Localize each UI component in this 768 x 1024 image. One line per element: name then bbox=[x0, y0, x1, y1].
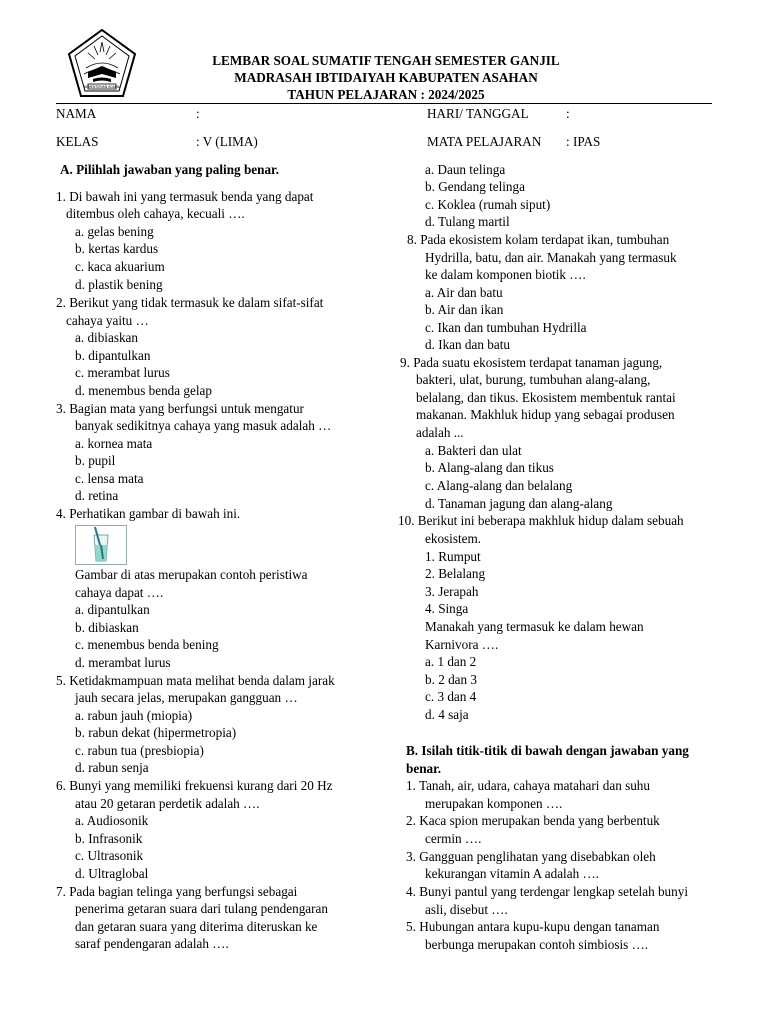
question-line: 2. Kaca spion merupakan benda yang berbentuk bbox=[406, 813, 660, 828]
answer-option: c. Koklea (rumah siput) bbox=[425, 197, 551, 212]
answer-option: c. merambat lurus bbox=[75, 365, 170, 380]
question-line: jauh secara jelas, merupakan gangguan … bbox=[75, 690, 298, 705]
answer-option: b. Alang-alang dan tikus bbox=[425, 460, 554, 475]
answer-option: d. menembus benda gelap bbox=[75, 383, 212, 398]
hari-label: HARI/ TANGGAL bbox=[427, 106, 529, 121]
answer-option: b. Infrasonik bbox=[75, 831, 143, 846]
refraction-glass-image bbox=[75, 525, 127, 565]
answer-option: a. Bakteri dan ulat bbox=[425, 443, 522, 458]
question-line: penerima getaran suara dari tulang pendengaran bbox=[75, 901, 329, 916]
answer-option: c. Ultrasonik bbox=[75, 848, 144, 863]
answer-option: a. Audiosonik bbox=[75, 813, 149, 828]
answer-option: d. Ultraglobal bbox=[75, 866, 149, 881]
answer-option: d. plastik bening bbox=[75, 277, 163, 292]
question-line: ekosistem. bbox=[425, 531, 482, 546]
question-line: ditembus oleh cahaya, kecuali …. bbox=[66, 206, 245, 221]
question-line: berbunga merupakan contoh simbiosis …. bbox=[425, 937, 649, 952]
question-line: merupakan komponen …. bbox=[425, 796, 563, 811]
kemenag-logo-icon bbox=[66, 28, 138, 100]
question-line: Hydrilla, batu, dan air. Manakah yang termasuk bbox=[425, 250, 677, 265]
section-b-heading: benar. bbox=[406, 761, 442, 776]
answer-option: b. dibiaskan bbox=[75, 620, 139, 635]
question-line: banyak sedikitnya cahaya yang masuk adalah … bbox=[75, 418, 332, 433]
mapel-label: MATA PELAJARAN bbox=[427, 134, 542, 149]
answer-option: a. dibiaskan bbox=[75, 330, 138, 345]
hari-value: : bbox=[566, 106, 570, 121]
question-line: makanan. Makhluk hidup yang sebagai produsen bbox=[416, 407, 675, 422]
question-line: 1. Di bawah ini yang termasuk benda yang dapat bbox=[56, 189, 314, 204]
answer-option: d. merambat lurus bbox=[75, 655, 171, 670]
question-line: cahaya dapat …. bbox=[75, 585, 164, 600]
section-a-heading: A. Pilihlah jawaban yang paling benar. bbox=[60, 162, 279, 177]
question-line: adalah ... bbox=[416, 425, 464, 440]
question-line: 2. Berikut yang tidak termasuk ke dalam sifat-sifat bbox=[56, 295, 324, 310]
answer-option: a. Air dan batu bbox=[425, 285, 503, 300]
question-line: dan getaran suara yang diterima diteruskan ke bbox=[75, 919, 318, 934]
answer-option: a. kornea mata bbox=[75, 436, 153, 451]
answer-option: b. Gendang telinga bbox=[425, 179, 525, 194]
list-item: 3. Jerapah bbox=[425, 584, 479, 599]
logo-text: KEMENTERIAN AGAMA bbox=[84, 85, 120, 89]
question-line: 5. Ketidakmampuan mata melihat benda dalam jarak bbox=[56, 673, 335, 688]
answer-option: b. dipantulkan bbox=[75, 348, 151, 363]
question-line: Karnivora …. bbox=[425, 637, 499, 652]
question-line: 8. Pada ekosistem kolam terdapat ikan, tumbuhan bbox=[407, 232, 670, 247]
question-line: cahaya yaitu … bbox=[66, 313, 149, 328]
list-item: 1. Rumput bbox=[425, 549, 481, 564]
answer-option: c. lensa mata bbox=[75, 471, 144, 486]
answer-option: d. Ikan dan batu bbox=[425, 337, 510, 352]
answer-option: d. rabun senja bbox=[75, 760, 149, 775]
nama-label: NAMA bbox=[56, 106, 97, 121]
question-line: 6. Bunyi yang memiliki frekuensi kurang dari 20 Hz bbox=[56, 778, 333, 793]
answer-option: d. 4 saja bbox=[425, 707, 469, 722]
list-item: 2. Belalang bbox=[425, 566, 486, 581]
answer-option: c. Ikan dan tumbuhan Hydrilla bbox=[425, 320, 587, 335]
question-line: atau 20 getaran perdetik adalah …. bbox=[75, 796, 260, 811]
question-line: cermin …. bbox=[425, 831, 482, 846]
answer-option: c. 3 dan 4 bbox=[425, 689, 477, 704]
answer-option: a. Daun telinga bbox=[425, 162, 506, 177]
header-divider bbox=[56, 103, 712, 104]
answer-option: d. Tulang martil bbox=[425, 214, 510, 229]
answer-option: c. Alang-alang dan belalang bbox=[425, 478, 573, 493]
section-b-heading: B. Isilah titik-titik di bawah dengan jawaban yang bbox=[406, 743, 689, 758]
answer-option: b. 2 dan 3 bbox=[425, 672, 478, 687]
question-line: kekurangan vitamin A adalah …. bbox=[425, 866, 599, 881]
question-line: 5. Hubungan antara kupu-kupu dengan tanaman bbox=[406, 919, 660, 934]
header-year: TAHUN PELAJARAN : 2024/2025 bbox=[287, 87, 485, 102]
header-school: MADRASAH IBTIDAIYAH KABUPATEN ASAHAN bbox=[234, 70, 538, 85]
question-line: 4. Bunyi pantul yang terdengar lengkap setelah bunyi bbox=[406, 884, 688, 899]
exam-header bbox=[140, 52, 632, 103]
question-line: bakteri, ulat, burung, tumbuhan alang-alang, bbox=[416, 372, 651, 387]
answer-option: c. kaca akuarium bbox=[75, 259, 165, 274]
question-line: ke dalam komponen biotik …. bbox=[425, 267, 586, 282]
answer-option: c. rabun tua (presbiopia) bbox=[75, 743, 204, 758]
answer-option: a. dipantulkan bbox=[75, 602, 150, 617]
answer-option: d. Tanaman jagung dan alang-alang bbox=[425, 496, 613, 511]
answer-option: b. kertas kardus bbox=[75, 241, 159, 256]
question-line: 4. Perhatikan gambar di bawah ini. bbox=[56, 506, 241, 521]
nama-value: : bbox=[196, 106, 200, 121]
question-line: 7. Pada bagian telinga yang berfungsi sebagai bbox=[56, 884, 298, 899]
mapel-value: : IPAS bbox=[566, 134, 601, 149]
question-line: 10. Berikut ini beberapa makhluk hidup dalam sebuah bbox=[398, 513, 684, 528]
answer-option: b. Air dan ikan bbox=[425, 302, 504, 317]
answer-option: d. retina bbox=[75, 488, 119, 503]
answer-option: a. 1 dan 2 bbox=[425, 654, 477, 669]
question-line: 1. Tanah, air, udara, cahaya matahari dan suhu bbox=[406, 778, 650, 793]
kelas-label: KELAS bbox=[56, 134, 99, 149]
header-title: LEMBAR SOAL SUMATIF TENGAH SEMESTER GANJIL bbox=[212, 53, 560, 68]
question-line: asli, disebut …. bbox=[425, 902, 508, 917]
answer-option: c. menembus benda bening bbox=[75, 637, 219, 652]
glass-with-straw-icon bbox=[76, 526, 126, 564]
question-line: 9. Pada suatu ekosistem terdapat tanaman jagung, bbox=[400, 355, 663, 370]
kelas-value: : V (LIMA) bbox=[196, 134, 258, 149]
question-line: saraf pendengaran adalah …. bbox=[75, 936, 229, 951]
question-line: belalang, dan tikus. Ekosistem membentuk rantai bbox=[416, 390, 676, 405]
question-line: Manakah yang termasuk ke dalam hewan bbox=[425, 619, 644, 634]
question-line: 3. Bagian mata yang berfungsi untuk mengatur bbox=[56, 401, 304, 416]
question-line: 3. Gangguan penglihatan yang disebabkan oleh bbox=[406, 849, 656, 864]
answer-option: a. gelas bening bbox=[75, 224, 154, 239]
list-item: 4. Singa bbox=[425, 601, 469, 616]
answer-option: b. rabun dekat (hipermetropia) bbox=[75, 725, 237, 740]
answer-option: b. pupil bbox=[75, 453, 116, 468]
answer-option: a. rabun jauh (miopia) bbox=[75, 708, 193, 723]
question-line: Gambar di atas merupakan contoh peristiwa bbox=[75, 567, 308, 582]
